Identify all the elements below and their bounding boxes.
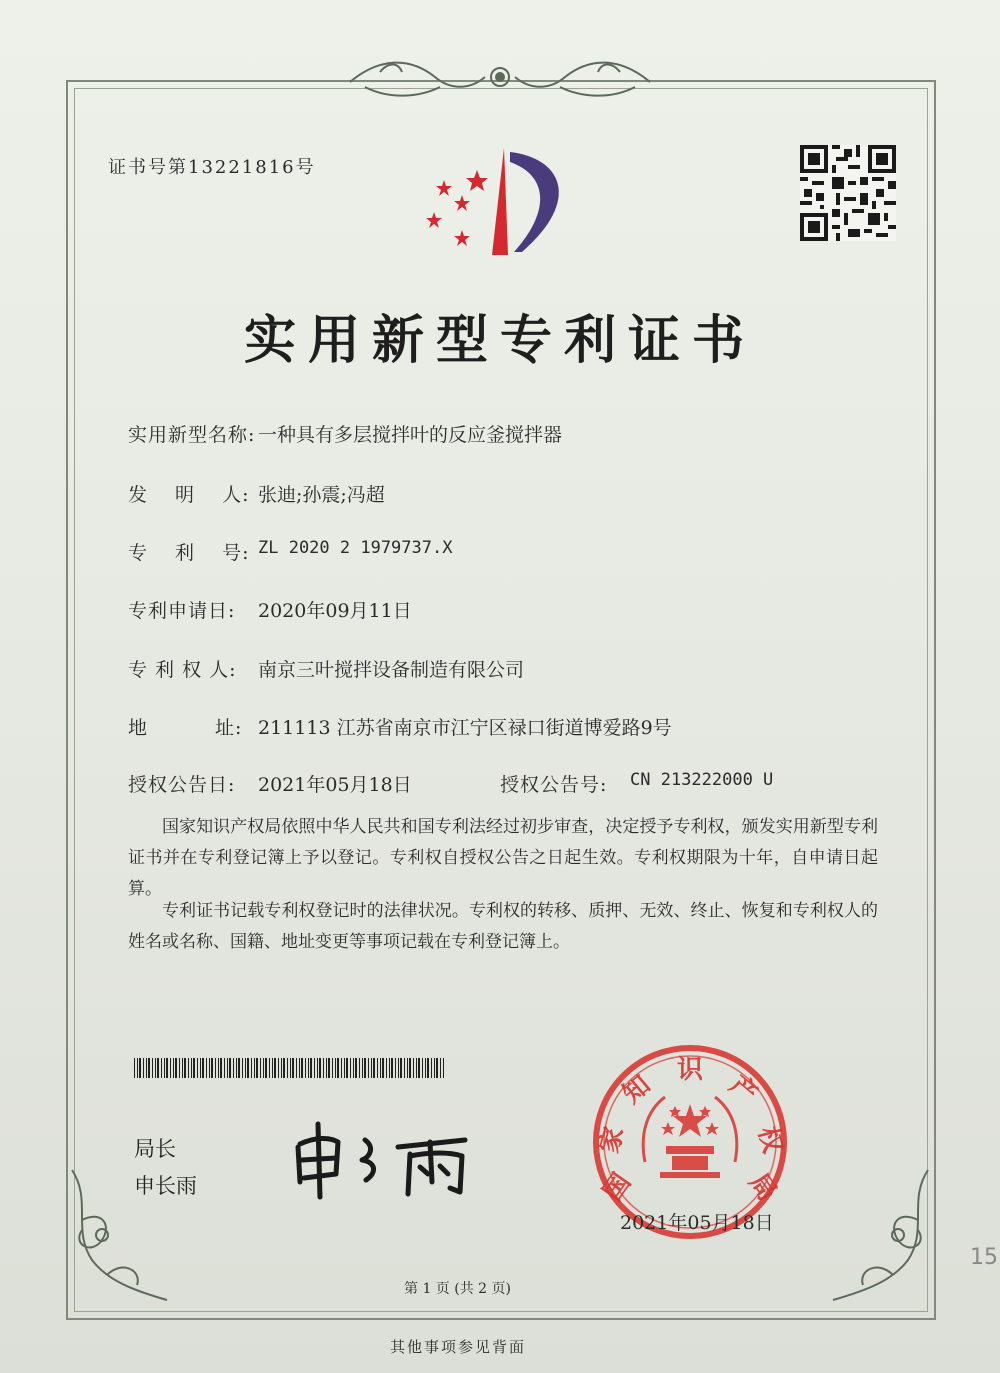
signature-name: 申长雨 bbox=[134, 1174, 197, 1198]
address-label: 地 址: bbox=[128, 717, 243, 739]
page-info: 第 1 页 (共 2 页) bbox=[404, 1281, 511, 1297]
name-value: 一种具有多层搅拌叶的反应釜搅拌器 bbox=[258, 424, 563, 446]
certificate-number: 证书号第13221816号 bbox=[108, 157, 316, 178]
seal-date: 2021年05月18日 bbox=[620, 1212, 774, 1234]
certificate-title: 实用新型专利证书 bbox=[243, 310, 756, 371]
signature-title: 局长 bbox=[134, 1137, 176, 1161]
holder-label: 专 利 权 人: bbox=[128, 659, 237, 681]
svg-text:国: 国 bbox=[597, 1168, 638, 1207]
bottom-right-ornament bbox=[818, 1160, 938, 1310]
inventor-label: 发 明 人: bbox=[128, 484, 250, 506]
grant-date-label: 授权公告日: bbox=[128, 774, 236, 796]
svg-text:产: 产 bbox=[723, 1070, 763, 1110]
handwritten-signature bbox=[290, 1112, 510, 1202]
grant-number-value: CN 213222000 U bbox=[630, 770, 774, 790]
patent-number-value: ZL 2020 2 1979737.X bbox=[258, 538, 453, 558]
svg-text:知: 知 bbox=[617, 1070, 657, 1110]
body-paragraph-1: 国家知识产权局依照中华人民共和国专利法经过初步审查，决定授予专利权，颁发实用新型专利证书并在专利登记簿上予以登记。专利权自授权公告之日起生效。专利权期限为十年，自申请日起算。 bbox=[128, 817, 878, 899]
edge-page-mark: 15 bbox=[970, 1245, 998, 1270]
svg-text:家: 家 bbox=[594, 1123, 631, 1157]
address-value: 211113 江苏省南京市江宁区禄口街道博爱路9号 bbox=[258, 717, 672, 739]
apply-date-value: 2020年09月11日 bbox=[258, 600, 412, 622]
svg-text:权: 权 bbox=[751, 1123, 788, 1157]
svg-text:识: 识 bbox=[676, 1055, 704, 1085]
inventor-value: 张迪;孙震;冯超 bbox=[258, 484, 385, 506]
name-label: 实用新型名称: bbox=[128, 424, 256, 446]
qr-code bbox=[800, 145, 896, 241]
grant-date-value: 2021年05月18日 bbox=[258, 774, 412, 796]
holder-value: 南京三叶搅拌设备制造有限公司 bbox=[258, 659, 525, 681]
apply-date-label: 专利申请日: bbox=[128, 600, 236, 622]
svg-text:局: 局 bbox=[742, 1168, 783, 1207]
back-note: 其他事项参见背面 bbox=[390, 1338, 527, 1356]
top-ornament bbox=[340, 52, 660, 102]
barcode bbox=[134, 1058, 444, 1078]
grant-number-label: 授权公告号: bbox=[500, 774, 608, 796]
body-paragraph-2: 专利证书记载专利权登记时的法律状况。专利权的转移、质押、无效、终止、恢复和专利权人的姓名或名称、国籍、地址变更等事项记载在专利登记簿上。 bbox=[128, 901, 878, 952]
patent-office-logo bbox=[422, 140, 582, 270]
patent-number-label: 专 利 号: bbox=[128, 542, 250, 564]
